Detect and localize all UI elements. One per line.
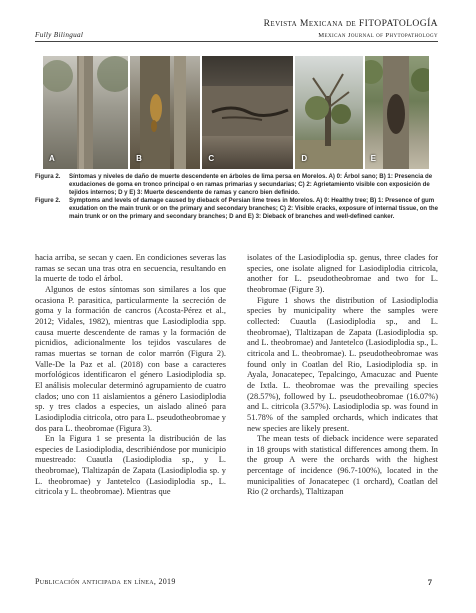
canker-illustration: [365, 56, 429, 169]
gum-exudation-illustration: [130, 56, 200, 169]
body-column-spanish: [35, 253, 226, 498]
body-column-english: [247, 253, 438, 498]
footer-publication-note: Publicación anticipada en línea, 2019: [35, 577, 176, 586]
panel-letter-d: D: [301, 154, 308, 163]
caption-spanish-text: Síntomas y niveles de daño de muerte descendente en árboles de lima persa en Morelos. A) 0: Árbol sano; B) 1: Presencia de exudaciones de goma en tronco principal o en ramas primarias y secundarias; C) 2: Agrietamiento visible con exposición de tejidos internos; D y E) 3: Muerte descendente de ramas y cancro bien definido.: [69, 173, 433, 196]
caption-english-text: Symptoms and levels of damage caused by dieback of Persian lime trees in Morelos. A) 0: Healthy tree; B) 1: Presence of gum exudation on the main trunk or on the primary and secondary branches; C) 2: Visible cracks, exposure of internal tissue, on the main trunk or on the primary and secondary branches; D and E) 3: Dieback of branches and well-defined canker.: [69, 197, 438, 220]
caption-english: [35, 197, 438, 221]
paragraph: Figure 1 shows the distribution of Lasiodiplodia species by municipality where the samples were collected: Cuautla (Lasiodiplodia sp., and L. theobromae), Tlaltizapan de Zapata (Lasiodiplodia sp. and L. theobromae) and Jantetelco (Lasiodiplodia sp., L. citricola and L. theobromae). L. pseudotheobromae was found only in Coatlan del Rio, Lasiodiplodia sp. in Ayala, Jonacatepec, Tepalcingo, Amacuzac and Puente de Ixtla. L. theobromae was the prevailing species (28.57%), followed by L. pseudotheobromae (16.07%) and L. citricola (3.57%). Lasiodiplodia sp. was found in 51.78% of the sampled orchards, which indicates that new species are likely present.: [247, 295, 438, 433]
healthy-tree-illustration: [43, 56, 128, 169]
caption-spanish: [35, 173, 438, 197]
header-rule: [35, 41, 438, 42]
photo-panel-a: [43, 56, 128, 169]
caption-english-label: Figure 2.: [35, 197, 61, 204]
figure-2-photos: [43, 56, 429, 169]
photo-panel-e: [365, 56, 429, 169]
caption-spanish-label: Figura 2.: [35, 173, 61, 180]
paragraph: En la Figura 1 se presenta la distribución de las especies de Lasiodiplodia, describiéndose por municipio muestreado: Cuautla (Lasiodiplodia sp., y L. theobromae), Tlaltizapán de Zapata (Lasiodiplodia sp. y L. theobromae) y Jantetelco (Lasiodiplodia sp., L. citricola y L. theobromae). Mientras que: [35, 434, 226, 497]
panel-letter-c: C: [208, 154, 215, 163]
journal-header: [264, 18, 438, 39]
photo-panel-b: [130, 56, 200, 169]
photo-panel-c: [202, 56, 293, 169]
paragraph: isolates of the Lasiodiplodia sp. genus, three clades for species, one isolate aligned for Lasiodiplodia citricola, another for L. pseudotheobromae and two for L. theobromae (Figure 3).: [247, 253, 438, 294]
journal-title-english: Mexican Journal of Phytopathology: [318, 32, 438, 39]
running-header-left: Fully Bilingual: [35, 31, 84, 39]
page-number: 7: [427, 577, 432, 587]
dieback-tree-illustration: [295, 56, 362, 169]
paragraph: hacia arriba, se secan y caen. En condiciones severas las ramas se secan una tras otra en secuencia, resultando en la muerte de todo el árbol.: [35, 253, 226, 284]
journal-title: Revista Mexicana de FITOPATOLOGÍA: [263, 18, 438, 29]
panel-letter-e: E: [370, 154, 376, 163]
panel-letter-a: A: [49, 154, 55, 163]
figure-caption: [35, 173, 438, 221]
paragraph: Algunos de estos síntomas son similares a los que ocasiona P. parasitica, particularmente la secreción de goma y la formación de cancros (Acosta-Pérez et al., 2012; Vidales, 1982), mientras que Lasiodiplodia spp. causa muerte descendente de ramas y la formación de picnidios, adicionalmente los tejidos vasculares de ramas muertas se tornan de color marrón (Figura 2). Valle-De la Paz et al. (2018) con base a caracteres morfológicos identificaron el género Lasiodiplodia sp. El análisis molecular determinó agrupamiento de cuatro clados; uno con 11 aislamientos a género Lasiodiplodia sp. y tres clados a especies, un aislado alineó para Lasiodiplodia citricola, otro para L. pseudotheobromae y dos para L. theobromae (Figura 3).: [35, 284, 226, 433]
photo-panel-d: [295, 56, 362, 169]
bark-crack-illustration: [202, 56, 293, 169]
paragraph: The mean tests of dieback incidence were separated in 18 groups with statistical differences among them. In the group A were the orchards with the highest percentage of incidence (96.7-100%), located in the municipalities of Jonacatepec (1 orchard), Coatlan del Rio (2 orchards), Tlaltizapan: [247, 434, 438, 497]
panel-letter-b: B: [136, 154, 142, 163]
